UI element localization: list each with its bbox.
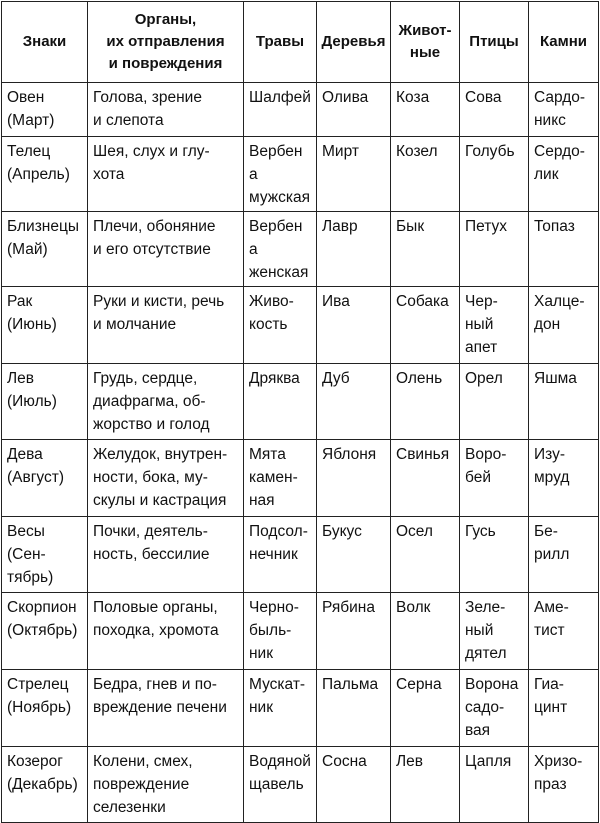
table-row xyxy=(2,517,599,593)
header-stones: Камни xyxy=(529,2,599,83)
cell-tree: Пальма xyxy=(317,670,391,747)
cell-tree: Ива xyxy=(317,287,391,364)
cell-animal: Осел xyxy=(391,517,460,593)
zodiac-correspondence-table xyxy=(1,1,599,823)
cell-organs: Желудок, внутрен- ности, бока, му- скулы и кастрация xyxy=(88,440,244,517)
cell-bird: Чер- ный апет xyxy=(460,287,529,364)
cell-sign: Телец (Апрель) xyxy=(2,137,88,212)
cell-stone: Яшма xyxy=(529,364,599,440)
cell-sign: Овен (Март) xyxy=(2,83,88,137)
cell-organs: Почки, деятель- ность, бессилие xyxy=(88,517,244,593)
cell-stone: Сардо- никс xyxy=(529,83,599,137)
table-row xyxy=(2,747,599,823)
cell-organs: Колени, смех, повреждение селезенки xyxy=(88,747,244,823)
cell-stone: Бе- рилл xyxy=(529,517,599,593)
cell-tree: Яблоня xyxy=(317,440,391,517)
cell-stone: Халце- дон xyxy=(529,287,599,364)
table-row xyxy=(2,287,599,364)
cell-herb: Дряква xyxy=(244,364,317,440)
cell-animal: Олень xyxy=(391,364,460,440)
cell-bird: Гусь xyxy=(460,517,529,593)
cell-bird: Зеле- ный дятел xyxy=(460,593,529,670)
cell-stone: Сердо- лик xyxy=(529,137,599,212)
table-row xyxy=(2,83,599,137)
cell-tree: Дуб xyxy=(317,364,391,440)
cell-bird: Цапля xyxy=(460,747,529,823)
cell-animal: Бык xyxy=(391,212,460,287)
header-birds: Птицы xyxy=(460,2,529,83)
cell-sign: Стрелец (Ноябрь) xyxy=(2,670,88,747)
cell-organs: Плечи, обоняние и его отсутствие xyxy=(88,212,244,287)
cell-herb: Мята камен- ная xyxy=(244,440,317,517)
cell-bird: Ворона садо- вая xyxy=(460,670,529,747)
cell-sign: Лев (Июль) xyxy=(2,364,88,440)
table-row xyxy=(2,364,599,440)
table-row xyxy=(2,137,599,212)
cell-animal: Коза xyxy=(391,83,460,137)
cell-herb: Подсол- нечник xyxy=(244,517,317,593)
cell-sign: Близнецы (Май) xyxy=(2,212,88,287)
cell-bird: Орел xyxy=(460,364,529,440)
header-trees: Деревья xyxy=(317,2,391,83)
cell-bird: Петух xyxy=(460,212,529,287)
cell-animal: Серна xyxy=(391,670,460,747)
header-organs: Органы, их отправления и повреждения xyxy=(88,2,244,83)
table-row xyxy=(2,212,599,287)
cell-animal: Свинья xyxy=(391,440,460,517)
cell-sign: Дева (Август) xyxy=(2,440,88,517)
cell-herb: Черно- быль- ник xyxy=(244,593,317,670)
cell-tree: Рябина xyxy=(317,593,391,670)
table-row xyxy=(2,440,599,517)
cell-stone: Гиа- цинт xyxy=(529,670,599,747)
cell-animal: Лев xyxy=(391,747,460,823)
header-herbs: Травы xyxy=(244,2,317,83)
cell-herb: Мускат- ник xyxy=(244,670,317,747)
cell-sign: Скорпион (Октябрь) xyxy=(2,593,88,670)
cell-organs: Шея, слух и глу- хота xyxy=(88,137,244,212)
cell-herb: Водяной щавель xyxy=(244,747,317,823)
cell-animal: Волк xyxy=(391,593,460,670)
cell-herb: Шалфей xyxy=(244,83,317,137)
cell-tree: Букус xyxy=(317,517,391,593)
cell-sign: Весы (Сен- тябрь) xyxy=(2,517,88,593)
cell-bird: Голубь xyxy=(460,137,529,212)
cell-tree: Лавр xyxy=(317,212,391,287)
cell-sign: Козерог (Декабрь) xyxy=(2,747,88,823)
cell-bird: Воро- бей xyxy=(460,440,529,517)
cell-tree: Сосна xyxy=(317,747,391,823)
cell-animal: Козел xyxy=(391,137,460,212)
table-row xyxy=(2,593,599,670)
cell-sign: Рак (Июнь) xyxy=(2,287,88,364)
cell-organs: Голова, зрение и слепота xyxy=(88,83,244,137)
cell-organs: Половые органы, походка, хромота xyxy=(88,593,244,670)
cell-tree: Олива xyxy=(317,83,391,137)
cell-tree: Мирт xyxy=(317,137,391,212)
cell-stone: Аме- тист xyxy=(529,593,599,670)
cell-stone: Топаз xyxy=(529,212,599,287)
cell-herb: Живо- кость xyxy=(244,287,317,364)
cell-herb: Вербена мужская xyxy=(244,137,317,212)
header-animals: Живот- ные xyxy=(391,2,460,83)
cell-herb: Вербена женская xyxy=(244,212,317,287)
header-row xyxy=(2,2,599,83)
header-signs: Знаки xyxy=(2,2,88,83)
cell-animal: Собака xyxy=(391,287,460,364)
cell-organs: Бедра, гнев и по- вреждение печени xyxy=(88,670,244,747)
cell-bird: Сова xyxy=(460,83,529,137)
cell-stone: Хризо- праз xyxy=(529,747,599,823)
table-row xyxy=(2,670,599,747)
cell-organs: Руки и кисти, речь и молчание xyxy=(88,287,244,364)
cell-stone: Изу- мруд xyxy=(529,440,599,517)
cell-organs: Грудь, сердце, диафрагма, об- жорство и голод xyxy=(88,364,244,440)
